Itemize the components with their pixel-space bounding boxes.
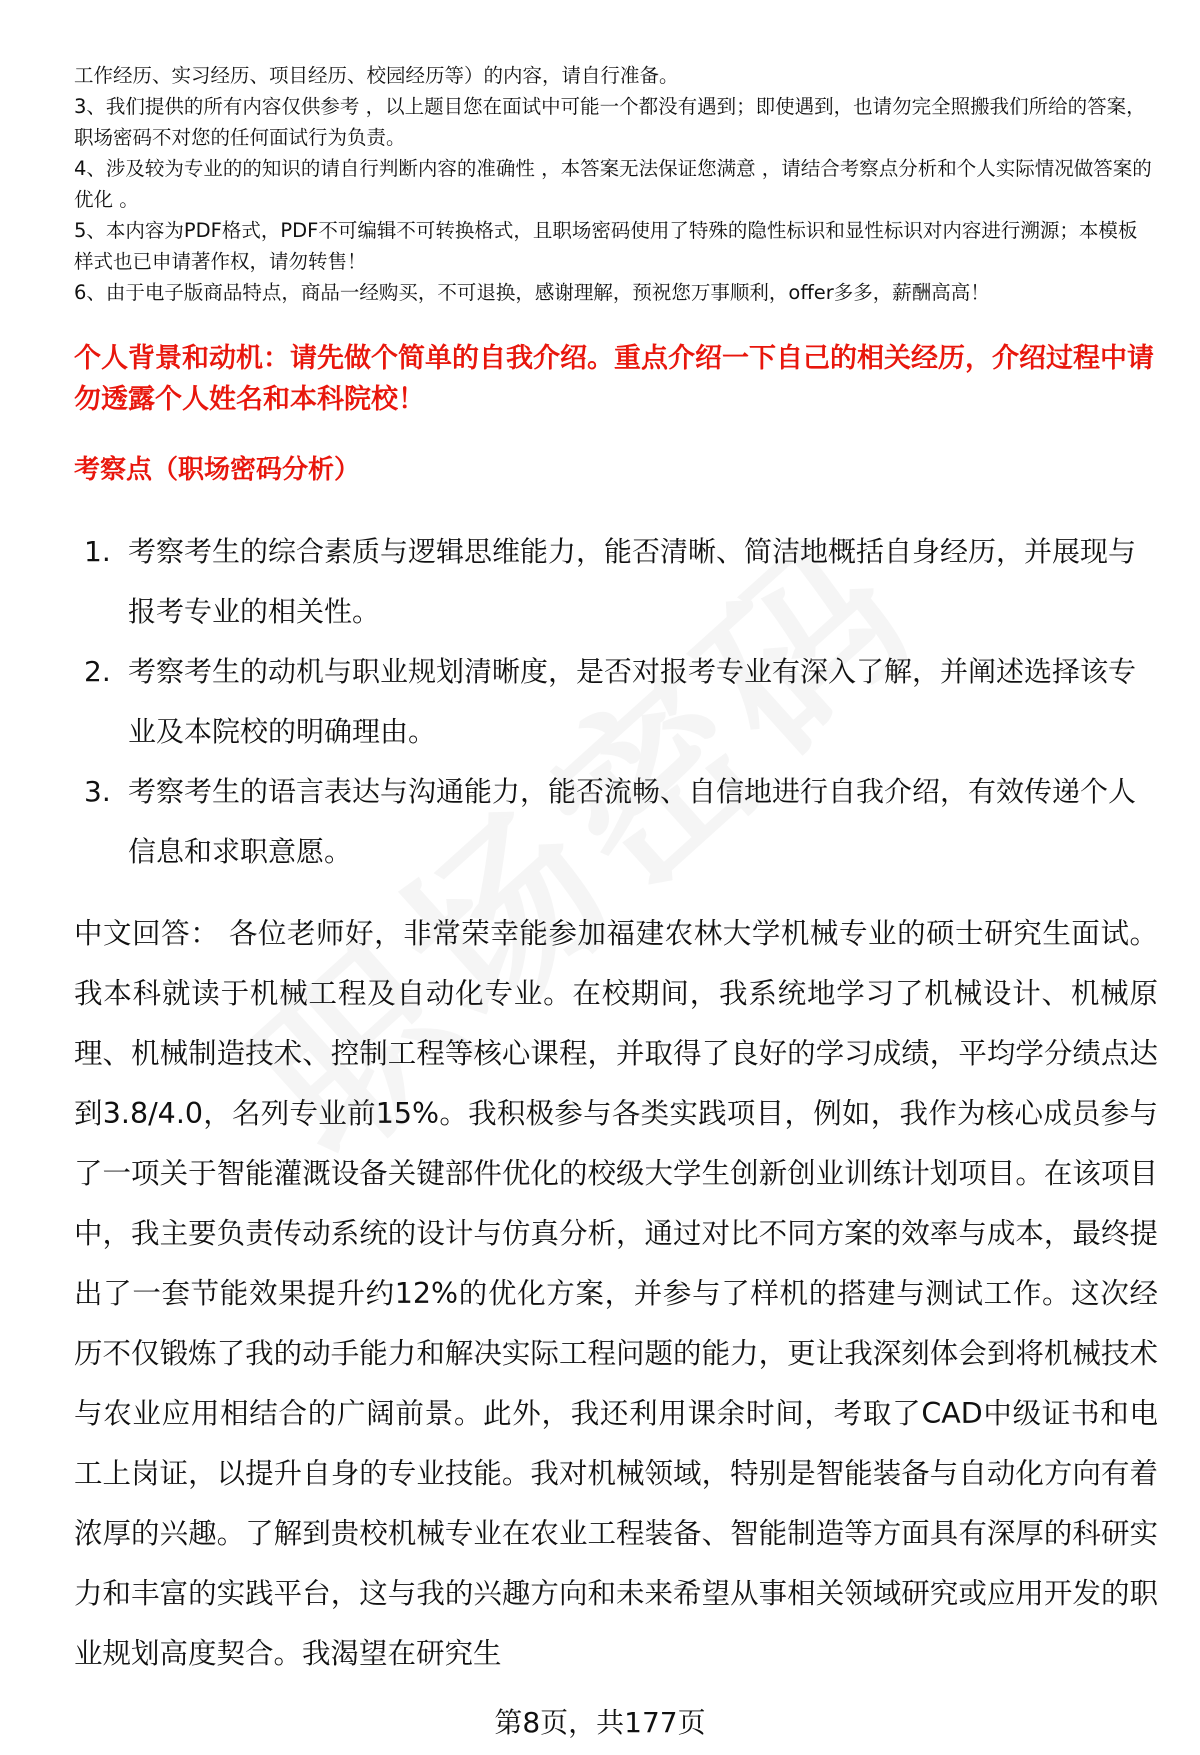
- note-item: 工作经历、实习经历、项目经历、校园经历等）的内容，请自行准备。: [74, 64, 679, 87]
- analysis-points-list: [84, 522, 1154, 882]
- analysis-point: [84, 762, 1154, 882]
- point-number: 3.: [84, 775, 111, 808]
- point-text: 考察考生的综合素质与逻辑思维能力，能否清晰、简洁地概括自身经历，并展现与报考专业的相关性。: [128, 535, 1137, 628]
- note-item: 3、我们提供的所有内容仅供参考 ，以上题目您在面试中可能一个都没有遇到；即使遇到，也请勿完全照搬我们所给的答案，职场密码不对您的任何面试行为负责。: [74, 95, 1146, 149]
- answer-paragraph: 中文回答： 各位老师好，非常荣幸能参加福建农林大学机械专业的硕士研究生面试。我本科就读于机械工程及自动化专业。在校期间，我系统地学习了机械设计、机械原理、机械制造技术、控制工程等核心课程，并取得了良好的学习成绩，平均学分绩点达到3.8/4.0，名列专业前15%。我积极参与各类实践项目，例如，我作为核心成员参与了一项关于智能灌溉设备关键部件优化的校级大学生创新创业训练计划项目。在该项目中，我主要负责传动系统的设计与仿真分析，通过对比不同方案的效率与成本，最终提出了一套节能效果提升约12%的优化方案，并参与了样机的搭建与测试工作。这次经历不仅锻炼了我的动手能力和解决实际工程问题的能力，更让我深刻体会到将机械技术与农业应用相结合的广阔前景。此外，我还利用课余时间，考取了CAD中级证书和电工上岗证，以提升自身的专业技能。我对机械领域，特别是智能装备与自动化方向有着浓厚的兴趣。了解到贵校机械专业在农业工程装备、智能制造等方面具有深厚的科研实力和丰富的实践平台，这与我的兴趣方向和未来希望从事相关领域研究或应用开发的职业规划高度契合。我渴望在研究生: [74, 917, 1158, 1670]
- analysis-title: 考察点（职场密码分析）: [74, 455, 361, 485]
- analysis-point: [84, 642, 1154, 762]
- note-item: 4、涉及较为专业的的知识的请自行判断内容的准确性 ，本答案无法保证您满意 ，请结合考察点分析和个人实际情况做答案的优化 。: [74, 157, 1152, 211]
- notes-section: [74, 60, 1154, 308]
- point-number: 2.: [84, 655, 111, 688]
- point-number: 1.: [84, 535, 111, 568]
- question-heading: 个人背景和动机：请先做个简单的自我介绍。重点介绍一下自己的相关经历，介绍过程中请勿透露个人姓名和本科院校！: [74, 343, 1154, 415]
- note-item: 5、本内容为PDF格式，PDF不可编辑不可转换格式，且职场密码使用了特殊的隐性标识和显性标识对内容进行溯源；本模板样式也已申请著作权，请勿转售！: [74, 219, 1138, 273]
- point-text: 考察考生的语言表达与沟通能力，能否流畅、自信地进行自我介绍，有效传递个人信息和求职意愿。: [128, 775, 1137, 868]
- analysis-point: [84, 522, 1154, 642]
- page-footer: 第8页，共177页: [494, 1706, 706, 1739]
- point-text: 考察考生的动机与职业规划清晰度，是否对报考专业有深入了解，并阐述选择该专业及本院校的明确理由。: [128, 655, 1137, 748]
- note-item: 6、由于电子版商品特点，商品一经购买，不可退换，感谢理解，预祝您万事顺利，offer多多，薪酬高高！: [74, 281, 990, 304]
